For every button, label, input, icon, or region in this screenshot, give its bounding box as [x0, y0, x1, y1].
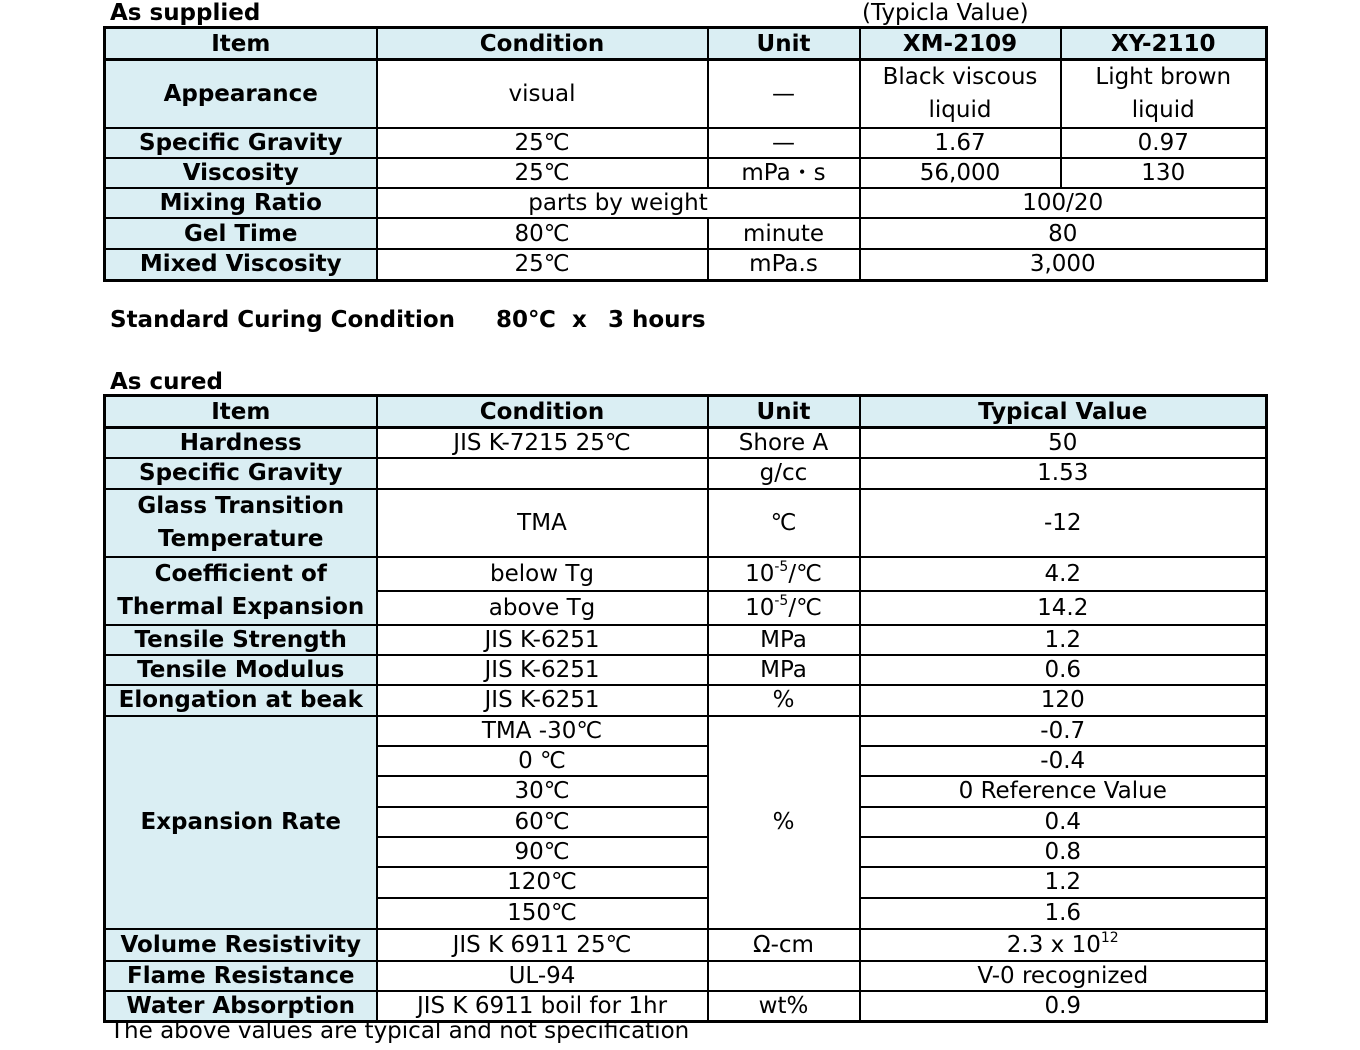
as-cured-table: [103, 394, 1268, 1023]
value-cell: 3,000: [860, 249, 1267, 280]
item-cell: Flame Resistance: [105, 961, 377, 991]
unit-cell: MPa: [708, 655, 860, 685]
table-row: [105, 961, 1267, 991]
condition-cell: JIS K 6911 25℃: [377, 929, 708, 961]
value-cell: 0 Reference Value: [860, 776, 1267, 807]
condition-cell: 30℃: [377, 776, 708, 807]
unit-cell: %: [708, 685, 860, 716]
xy-appearance-line1: Light brown: [1095, 64, 1232, 90]
item-cell: Appearance: [105, 60, 377, 129]
table-row: [105, 489, 1267, 557]
table-row: [105, 929, 1267, 961]
condition-cell: 60℃: [377, 807, 708, 837]
cte-item-line1: Coefficient of: [154, 560, 327, 587]
item-cell: Viscosity: [105, 158, 377, 188]
table-row: [105, 685, 1267, 716]
condition-cell: JIS K-6251: [377, 685, 708, 716]
curing-times-sign: x: [572, 307, 587, 333]
xm-value-cell: [860, 60, 1061, 129]
unit-cell: Ω-cm: [708, 929, 860, 961]
xy-appearance-line2: liquid: [1131, 97, 1195, 123]
unit-cell: —: [708, 128, 860, 158]
value-cell: 0.9: [860, 991, 1267, 1022]
condition-cell: 150℃: [377, 898, 708, 929]
value-cell: 0.8: [860, 837, 1267, 867]
item-cell: Expansion Rate: [105, 716, 377, 929]
header-condition: Condition: [377, 28, 708, 60]
value-cell: 120: [860, 685, 1267, 716]
unit-cell: minute: [708, 218, 860, 249]
condition-cell: [377, 458, 708, 489]
unit-cell: %: [708, 716, 860, 929]
table-row: [105, 428, 1267, 458]
condition-cell: 90℃: [377, 837, 708, 867]
condition-cell: 120℃: [377, 867, 708, 898]
item-cell: Elongation at beak: [105, 685, 377, 716]
condition-cell: above Tg: [377, 591, 708, 624]
value-cell: -12: [860, 489, 1267, 557]
unit-exponent: -5: [774, 558, 789, 575]
unit-cell: [708, 591, 860, 624]
table-row: [105, 716, 1267, 746]
xy-value-cell: 0.97: [1061, 128, 1267, 158]
condition-cell: below Tg: [377, 557, 708, 592]
item-cell: Specific Gravity: [105, 128, 377, 158]
item-cell: Specific Gravity: [105, 458, 377, 489]
header-item: Item: [105, 396, 377, 428]
as-supplied-title: As supplied: [110, 0, 261, 26]
table-row: [105, 557, 1267, 592]
unit-cell: [708, 961, 860, 991]
typical-value-note: (Typicla Value): [862, 0, 1029, 26]
cte-item-line2: Thermal Expansion: [117, 593, 365, 620]
unit-cell: mPa・s: [708, 158, 860, 188]
tg-item-line2: Temperature: [158, 525, 324, 552]
unit-base: 10: [745, 594, 775, 621]
value-cell: 1.53: [860, 458, 1267, 489]
value-cell: 14.2: [860, 591, 1267, 624]
item-cell: [105, 489, 377, 557]
unit-tail: /℃: [788, 594, 822, 621]
table-row: [105, 625, 1267, 655]
tg-item-line1: Glass Transition: [137, 492, 345, 519]
curing-condition-label: Standard Curing Condition: [110, 307, 456, 333]
header-unit: Unit: [708, 396, 860, 428]
value-cell: -0.7: [860, 716, 1267, 746]
condition-cell: JIS K-6251: [377, 625, 708, 655]
item-cell: Tensile Modulus: [105, 655, 377, 685]
condition-cell: JIS K-7215 25℃: [377, 428, 708, 458]
xm-appearance-line2: liquid: [928, 97, 992, 123]
value-cell: V-0 recognized: [860, 961, 1267, 991]
value-cell: 50: [860, 428, 1267, 458]
unit-cell: wt%: [708, 991, 860, 1022]
value-cell: 80: [860, 218, 1267, 249]
value-cell: 1.2: [860, 625, 1267, 655]
value-cell: 100/20: [860, 188, 1267, 218]
value-cell: -0.4: [860, 746, 1267, 776]
value-cell: 0.4: [860, 807, 1267, 837]
condition-cell: 25℃: [377, 128, 708, 158]
xm-value-cell: 1.67: [860, 128, 1061, 158]
xy-value-cell: 130: [1061, 158, 1267, 188]
item-cell: Tensile Strength: [105, 625, 377, 655]
header-item: Item: [105, 28, 377, 60]
xm-value-cell: 56,000: [860, 158, 1061, 188]
table-row: [105, 158, 1267, 188]
header-xm-2109: XM-2109: [860, 28, 1061, 60]
curing-temperature: 80℃: [496, 307, 556, 333]
condition-cell: visual: [377, 60, 708, 129]
as-supplied-table: [103, 26, 1268, 282]
header-condition: Condition: [377, 396, 708, 428]
table-row: [105, 458, 1267, 489]
unit-cell: g/cc: [708, 458, 860, 489]
table-row: [105, 218, 1267, 249]
item-cell: Gel Time: [105, 218, 377, 249]
value-cell: 1.2: [860, 867, 1267, 898]
header-unit: Unit: [708, 28, 860, 60]
value-cell: 0.6: [860, 655, 1267, 685]
item-cell: Mixed Viscosity: [105, 249, 377, 280]
table-row: [105, 991, 1267, 1022]
table-row: [105, 249, 1267, 280]
curing-duration: 3 hours: [608, 307, 706, 333]
value-cell: 4.2: [860, 557, 1267, 592]
value-cell: 1.6: [860, 898, 1267, 929]
item-cell: Mixing Ratio: [105, 188, 377, 218]
unit-tail: /℃: [788, 560, 822, 587]
header-typical-value: Typical Value: [860, 396, 1267, 428]
condition-cell: 25℃: [377, 158, 708, 188]
unit-cell: —: [708, 60, 860, 129]
unit-cell: mPa.s: [708, 249, 860, 280]
header-row: [105, 396, 1267, 428]
value-cell: [860, 929, 1267, 961]
condition-cell: TMA: [377, 489, 708, 557]
value-base: 2.3 x 10: [1006, 931, 1101, 958]
header-row: [105, 28, 1267, 60]
xm-appearance-line1: Black viscous: [882, 64, 1038, 90]
item-cell: Hardness: [105, 428, 377, 458]
condition-cell: 0 ℃: [377, 746, 708, 776]
footnote: The above values are typical and not specification: [110, 1018, 690, 1044]
condition-cell: 80℃: [377, 218, 708, 249]
item-cell: Volume Resistivity: [105, 929, 377, 961]
unit-exponent: -5: [774, 592, 789, 609]
unit-cell: ℃: [708, 489, 860, 557]
table-row: [105, 655, 1267, 685]
item-cell: [105, 557, 377, 625]
table-row: [105, 188, 1267, 218]
unit-cell: [708, 557, 860, 592]
header-xy-2110: XY-2110: [1061, 28, 1267, 60]
condition-cell: TMA -30℃: [377, 716, 708, 746]
condition-cell: JIS K-6251: [377, 655, 708, 685]
condition-cell: JIS K 6911 boil for 1hr: [377, 991, 708, 1022]
table-row: [105, 128, 1267, 158]
condition-cell: parts by weight: [377, 188, 860, 218]
condition-cell: UL-94: [377, 961, 708, 991]
xy-value-cell: [1061, 60, 1267, 129]
unit-base: 10: [745, 560, 775, 587]
condition-cell: 25℃: [377, 249, 708, 280]
table-row: [105, 60, 1267, 129]
value-exponent: 12: [1100, 929, 1119, 946]
unit-cell: Shore A: [708, 428, 860, 458]
unit-cell: MPa: [708, 625, 860, 655]
as-cured-title: As cured: [110, 369, 223, 395]
item-cell: Water Absorption: [105, 991, 377, 1022]
